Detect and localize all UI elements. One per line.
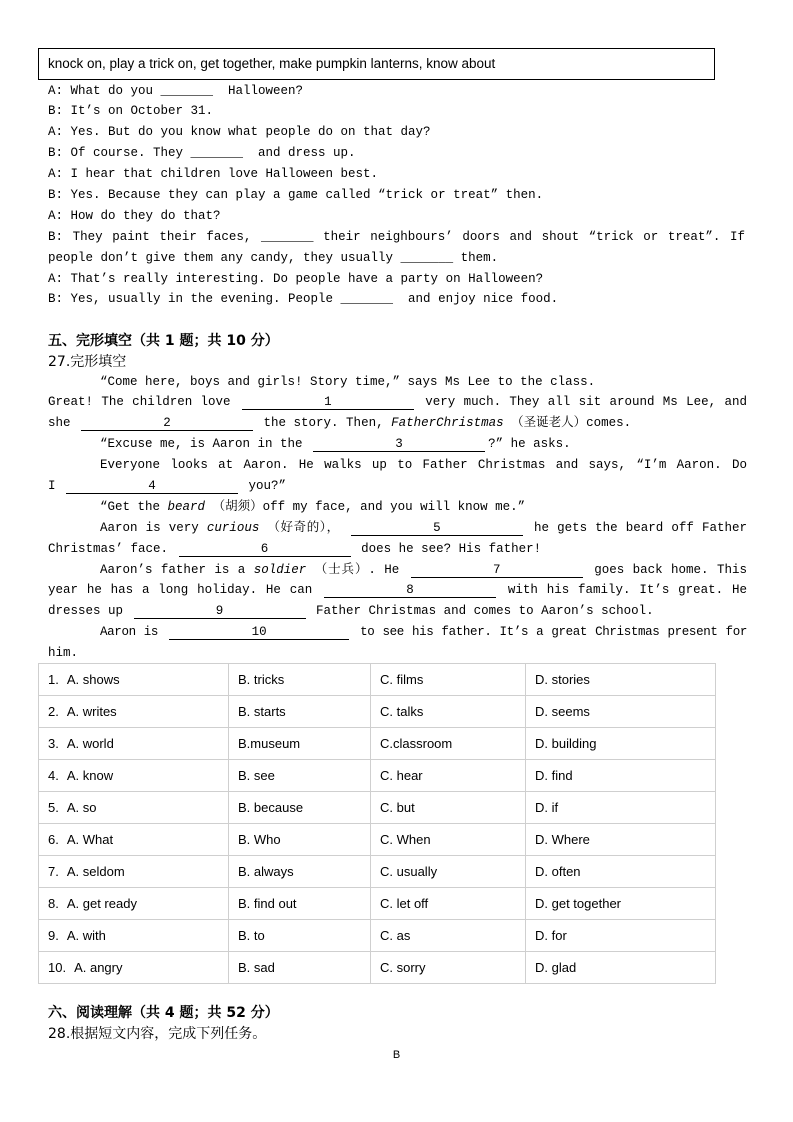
cloze-line xyxy=(48,455,747,476)
cloze-text: （好奇的）， xyxy=(267,520,340,535)
word-bank-box xyxy=(38,48,715,80)
cloze-text: ?” he asks. xyxy=(488,437,571,452)
item-number: 9. xyxy=(48,928,59,943)
cloze-text: “Come here, boys and girls! Story time,” says Ms Lee to the class. xyxy=(100,374,596,389)
option-d: D. get together xyxy=(535,896,621,911)
option-row xyxy=(39,760,716,792)
option-a-cell xyxy=(39,664,229,696)
option-b: B. find out xyxy=(238,896,297,911)
cloze-text: with his family. It’s great. He xyxy=(507,583,747,598)
option-d: D. building xyxy=(535,736,597,751)
option-d: D. Where xyxy=(535,832,590,847)
option-d-cell xyxy=(526,920,716,952)
option-c: C. as xyxy=(380,928,411,943)
option-b-cell xyxy=(229,696,371,728)
option-c-cell xyxy=(371,760,526,792)
cloze-blank-4: 4 xyxy=(66,479,238,494)
option-row xyxy=(39,952,716,984)
option-c-cell xyxy=(371,856,526,888)
option-d: D. for xyxy=(535,928,567,943)
cloze-text: he gets the beard off Father xyxy=(533,520,747,535)
cloze-text: you?” xyxy=(248,478,287,493)
option-c-cell xyxy=(371,728,526,760)
cloze-italic-word: beard xyxy=(167,499,206,514)
option-d: D. stories xyxy=(535,672,590,687)
option-d-cell xyxy=(526,888,716,920)
option-b-cell xyxy=(229,920,371,952)
cloze-text: very much. They all sit around Ms Lee, and xyxy=(425,395,747,410)
cloze-text: Christmas’ face. xyxy=(48,541,169,556)
option-d: D. glad xyxy=(535,960,577,975)
option-a: A. shows xyxy=(66,672,120,687)
dialogue-line: B: Yes, usually in the evening. People _______ and enjoy nice food. xyxy=(48,292,559,307)
cloze-text: （胡须）off my face, and you will know me.” xyxy=(212,499,526,514)
option-b-cell xyxy=(229,760,371,792)
cloze-line xyxy=(48,622,747,643)
option-b: B. tricks xyxy=(238,672,285,687)
cloze-italic-word: FatherChristmas xyxy=(391,416,504,431)
option-row xyxy=(39,824,716,856)
option-b-cell xyxy=(229,728,371,760)
option-d-cell xyxy=(526,792,716,824)
cloze-blank-6: 6 xyxy=(179,542,351,557)
dialogue-line: A: I hear that children love Halloween best. xyxy=(48,167,379,182)
option-a: A. so xyxy=(66,800,97,815)
cloze-text: the story. Then, xyxy=(263,416,384,431)
cloze-blank-5: 5 xyxy=(351,521,523,536)
option-a-cell xyxy=(39,952,229,984)
option-b-cell xyxy=(229,888,371,920)
cloze-line xyxy=(48,476,747,497)
cloze-line xyxy=(48,580,747,601)
option-b-cell xyxy=(229,856,371,888)
item-number: 5. xyxy=(48,800,59,815)
cloze-blank-8: 8 xyxy=(324,583,496,598)
question-27-title: 27.完形填空 xyxy=(48,353,127,370)
question-28-title: 28.根据短文内容，完成下列任务。 xyxy=(48,1025,267,1042)
cloze-text: dresses up xyxy=(48,604,124,619)
cloze-text: Everyone looks at Aaron. He walks up to Father Christmas and says, “I’m Aaron. Do xyxy=(100,458,747,473)
option-c-cell xyxy=(371,888,526,920)
option-row xyxy=(39,888,716,920)
option-a-cell xyxy=(39,920,229,952)
option-c: C. let off xyxy=(380,896,429,911)
option-a-cell xyxy=(39,696,229,728)
cloze-text: him. xyxy=(48,646,79,661)
cloze-line xyxy=(48,434,747,455)
cloze-italic-word: soldier xyxy=(253,562,307,577)
cloze-line xyxy=(48,601,747,622)
option-c-cell xyxy=(371,696,526,728)
option-b: B. to xyxy=(238,928,265,943)
option-d-cell xyxy=(526,952,716,984)
option-row xyxy=(39,664,716,696)
option-c-cell xyxy=(371,664,526,696)
item-number: 6. xyxy=(48,832,59,847)
item-number: 2. xyxy=(48,704,59,719)
option-c: C. talks xyxy=(380,704,424,719)
option-c-cell xyxy=(371,920,526,952)
option-c-cell xyxy=(371,824,526,856)
option-a-cell xyxy=(39,856,229,888)
option-row xyxy=(39,792,716,824)
option-b: B. starts xyxy=(238,704,286,719)
option-a: A. with xyxy=(66,928,106,943)
cloze-blank-9: 9 xyxy=(134,604,306,619)
option-b: B. Who xyxy=(238,832,281,847)
option-row xyxy=(39,856,716,888)
cloze-blank-10: 10 xyxy=(169,625,349,640)
option-c: C. When xyxy=(380,832,431,847)
option-d: D. find xyxy=(535,768,573,783)
cloze-text: Great! The children love xyxy=(48,395,231,410)
option-b: B. see xyxy=(238,768,275,783)
option-row xyxy=(39,728,716,760)
option-a: A. know xyxy=(66,768,114,783)
option-b-cell xyxy=(229,792,371,824)
option-b: B. sad xyxy=(238,960,275,975)
option-d-cell xyxy=(526,696,716,728)
options-table xyxy=(38,663,716,984)
cloze-line xyxy=(48,539,747,560)
cloze-text: year he has a long holiday. He can xyxy=(48,583,313,598)
cloze-text: “Excuse me, is Aaron in the xyxy=(100,437,303,452)
cloze-blank-1: 1 xyxy=(242,395,414,410)
item-number: 3. xyxy=(48,736,59,751)
option-c: C. films xyxy=(380,672,424,687)
option-c-cell xyxy=(371,792,526,824)
item-number: 1. xyxy=(48,672,59,687)
option-d: D. seems xyxy=(535,704,590,719)
option-b: B.museum xyxy=(238,736,301,751)
option-d-cell xyxy=(526,664,716,696)
cloze-text: Father Christmas and comes to Aaron’s school. xyxy=(316,604,654,619)
option-c: C. sorry xyxy=(380,960,426,975)
option-a: A. What xyxy=(66,832,114,847)
cloze-text: Aaron is xyxy=(100,625,159,640)
cloze-text: （士兵）. He xyxy=(314,562,400,577)
dialogue-line: B: Yes. Because they can play a game called “trick or treat” then. xyxy=(48,187,544,202)
cloze-blank-3: 3 xyxy=(313,437,485,452)
dialogue-line: A: How do they do that? xyxy=(48,208,221,223)
dialogue xyxy=(48,81,745,311)
cloze-text: Aaron is very xyxy=(100,520,199,535)
cloze-line xyxy=(48,372,747,393)
cloze-line xyxy=(48,643,747,664)
item-number: 7. xyxy=(48,864,59,879)
option-d: D. if xyxy=(535,800,559,815)
cloze-passage xyxy=(48,372,747,664)
dialogue-line: B: It’s on October 31. xyxy=(48,104,214,119)
option-row xyxy=(39,696,716,728)
cloze-line xyxy=(48,413,747,434)
option-a: A. world xyxy=(66,736,114,751)
cloze-blank-2: 2 xyxy=(81,416,253,431)
option-a-cell xyxy=(39,792,229,824)
cloze-italic-word: curious xyxy=(206,520,260,535)
dialogue-line: A: That’s really interesting. Do people have a party on Halloween? xyxy=(48,271,544,286)
option-a: A. writes xyxy=(66,704,117,719)
option-c: C. hear xyxy=(380,768,423,783)
cloze-text: I xyxy=(48,478,56,493)
option-d-cell xyxy=(526,728,716,760)
cloze-line xyxy=(48,497,747,518)
dialogue-line: A: What do you _______ Halloween? xyxy=(48,83,304,98)
option-c-cell xyxy=(371,952,526,984)
option-d: D. often xyxy=(535,864,581,879)
cloze-text: Aaron’s father is a xyxy=(100,562,246,577)
option-c: C.classroom xyxy=(380,736,453,751)
cloze-text: does he see? His father! xyxy=(361,541,542,556)
cloze-text: she xyxy=(48,416,71,431)
option-a: A. get ready xyxy=(66,896,137,911)
dialogue-line: B: Of course. They _______ and dress up. xyxy=(48,146,356,161)
option-b: B. always xyxy=(238,864,294,879)
section-5-heading: 五、完形填空（共 1 题；共 10 分） xyxy=(48,332,279,349)
cloze-text: to see his father. It’s a great Christmas present for xyxy=(360,625,748,640)
cloze-text: （圣诞老人）comes. xyxy=(511,416,632,431)
option-b-cell xyxy=(229,952,371,984)
dialogue-line: B: They paint their faces, _______ their neighbours’ doors and shout “trick or treat”. If people don’t give them any candy, they usually _______ them. xyxy=(48,229,745,265)
option-a: A. angry xyxy=(74,960,123,975)
option-c: C. usually xyxy=(380,864,438,879)
dialogue-line: A: Yes. But do you know what people do on that day? xyxy=(48,125,431,140)
option-c: C. but xyxy=(380,800,415,815)
option-b: B. because xyxy=(238,800,304,815)
option-d-cell xyxy=(526,856,716,888)
option-d-cell xyxy=(526,760,716,792)
word-bank-text: knock on, play a trick on, get together, make pumpkin lanterns, know about xyxy=(48,56,496,71)
option-a-cell xyxy=(39,760,229,792)
option-d-cell xyxy=(526,824,716,856)
section-6-heading: 六、阅读理解（共 4 题；共 52 分） xyxy=(48,1004,279,1021)
option-b-cell xyxy=(229,824,371,856)
cloze-blank-7: 7 xyxy=(411,563,583,578)
item-number: 4. xyxy=(48,768,59,783)
option-a-cell xyxy=(39,824,229,856)
cloze-line xyxy=(48,560,747,581)
item-number: 10. xyxy=(48,960,67,975)
option-row xyxy=(39,920,716,952)
item-number: 8. xyxy=(48,896,59,911)
cloze-text: “Get the xyxy=(100,499,161,514)
option-a-cell xyxy=(39,888,229,920)
cloze-text: goes back home. This xyxy=(594,562,747,577)
option-b-cell xyxy=(229,664,371,696)
page-footer: B xyxy=(392,1049,401,1061)
cloze-line xyxy=(48,392,747,413)
option-a-cell xyxy=(39,728,229,760)
option-a: A. seldom xyxy=(66,864,125,879)
cloze-line xyxy=(48,518,747,539)
